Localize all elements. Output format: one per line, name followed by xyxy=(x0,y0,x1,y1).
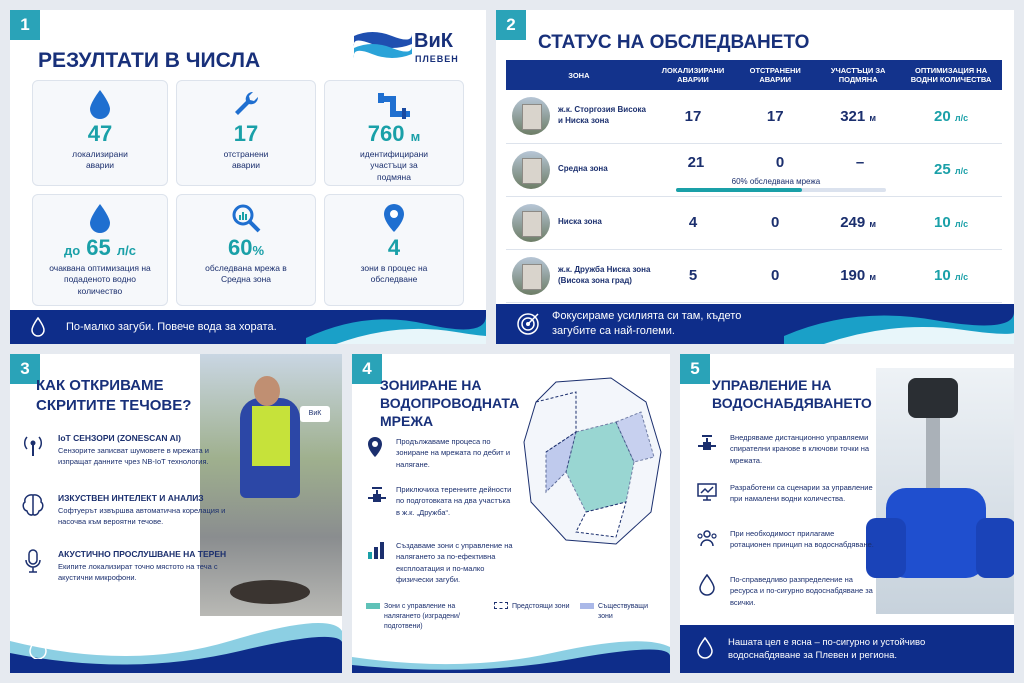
panel-title: КАК ОТКРИВАМЕ СКРИТИТЕ ТЕЧОВЕ? xyxy=(36,377,192,414)
water-drop-icon xyxy=(30,317,46,337)
bar-chart-icon xyxy=(366,540,386,560)
table-row: ж.к. Дружба Ниска зона (Висока зона град) 5 0 190 м 10 л/с xyxy=(506,249,1002,302)
legend-swatch-upcoming xyxy=(494,602,508,609)
stat-value: 4 xyxy=(387,235,401,260)
location-pin-icon xyxy=(366,436,384,458)
col-header: ЗОНА xyxy=(506,60,652,90)
water-drop-icon xyxy=(28,635,48,659)
zoning-item: Продължаваме процеса по зониране на мрежата по дебит и налягане. xyxy=(366,436,516,470)
valve-icon xyxy=(366,484,388,506)
management-item: По-справедливо разпределение на ресурса и по-сигурно водоснабдяване за всички. xyxy=(696,574,876,608)
legend-managed: Зони с управление на налягането (изградени/ подготвени) xyxy=(384,603,460,630)
brain-icon xyxy=(20,492,46,518)
col-header: ОПТИМИЗАЦИЯ НА ВОДНИ КОЛИЧЕСТВА xyxy=(900,60,1002,90)
water-drop-icon xyxy=(698,574,716,596)
method-item: IoT СЕНЗОРИ (ZONESCAN AI) Сензорите записват шумовете в мрежата и изпращат данните чрез NB-IoT технология. xyxy=(34,432,234,467)
method-item: ИЗКУСТВЕН ИНТЕЛЕКТ И АНАЛИЗ Софтуерът извършва автоматична корелация и насочва към вероятни течове. xyxy=(34,492,234,527)
stat-label: идентифицирани участъци за подмяна xyxy=(359,149,429,182)
pipe-icon xyxy=(376,89,412,119)
col-header: ЛОКАЛИЗИРАНИ АВАРИИ xyxy=(652,60,735,90)
location-pin-icon xyxy=(382,203,406,233)
panel-title: РЕЗУЛТАТИ В ЧИСЛА xyxy=(38,49,261,72)
panel-title: СТАТУС НА ОБСЛЕДВАНЕТО xyxy=(538,32,810,53)
stat-label: очаквана оптимизация на подаденото водно количество xyxy=(49,263,151,296)
water-drop-icon xyxy=(87,203,113,233)
col-header: УЧАСТЪЦИ ЗА ПОДМЯНА xyxy=(816,60,900,90)
stat-label: локализирани аварии xyxy=(72,149,128,171)
method-item: АКУСТИЧНО ПРОСЛУШВАНЕ НА ТЕРЕН Екипите локализират точно мястото на теча с акустични микрофони. xyxy=(34,548,234,583)
panel-footer xyxy=(496,304,1014,344)
stat-label: зони в процес на обследване xyxy=(360,263,428,285)
stat-value: 47 xyxy=(87,121,113,146)
management-item: При необходимост прилагаме ротационен принцип на водоснабдяване. xyxy=(696,528,876,551)
monitor-chart-icon xyxy=(696,482,718,502)
status-table xyxy=(506,60,1002,303)
stat-fixed xyxy=(176,80,316,186)
logo-main: ВиК xyxy=(414,30,453,52)
legend-existing: Съществуващи зони xyxy=(598,603,648,620)
stat-value: 760 м xyxy=(367,121,421,146)
panel-number: 2 xyxy=(496,10,526,40)
panel-status xyxy=(496,10,1014,344)
target-icon xyxy=(516,312,540,336)
zone-photo xyxy=(512,257,550,295)
footer-text: Фокусираме усилията си там, където загубите са най-големи. xyxy=(552,310,742,337)
management-item: Внедряваме дистанционно управляеми спирателни кранове в ключови точки на мрежата. xyxy=(696,432,876,466)
table-row: Средна зона 21 0 – 60% обследвана мрежа 25 л/с xyxy=(506,143,1002,196)
magnifier-chart-icon xyxy=(231,203,261,233)
zone-photo xyxy=(512,97,550,135)
wave-decoration xyxy=(306,310,486,344)
logo-sub: ПЛЕВЕН xyxy=(415,54,459,64)
progress-fill xyxy=(676,188,802,192)
panel-zoning xyxy=(352,354,670,673)
footer-text: По-малко загуби. Повече вода за хората. xyxy=(66,321,277,333)
stat-segments xyxy=(324,80,464,186)
company-logo xyxy=(352,24,464,70)
stat-value: 17 xyxy=(233,121,259,146)
zone-photo xyxy=(512,151,550,189)
progress-label: 60% обследвана мрежа xyxy=(731,176,821,186)
panel-detection xyxy=(10,354,342,673)
water-drop-icon xyxy=(87,89,113,119)
valve-photo xyxy=(876,368,1014,614)
zoning-item: Създаваме зони с управление на налягането за по-ефективна експлоатация и по-малко физически загуби. xyxy=(366,540,516,585)
stat-label: обследвана мрежа в Средна зона xyxy=(205,263,287,285)
zoning-item: Приключиха теренните дейности по подготовката на два участъка в ж.к. „Дружба“. xyxy=(366,484,516,518)
table-row: ж.к. Сторгозия Висока и Ниска зона 17 17 321 м 20 л/с xyxy=(506,90,1002,143)
panel-number: 5 xyxy=(680,354,710,384)
col-header: ОТСТРАНЕНИ АВАРИИ xyxy=(734,60,816,90)
legend-upcoming: Предстоящи зони xyxy=(512,603,570,610)
wave-decoration xyxy=(784,304,1014,344)
table-row: Ниска зона 4 0 249 м 10 л/с xyxy=(506,196,1002,249)
water-drop-icon xyxy=(696,637,714,659)
panel-results xyxy=(10,10,486,344)
panel-number: 3 xyxy=(10,354,40,384)
wrench-icon xyxy=(231,89,261,119)
people-icon xyxy=(696,528,718,548)
stat-label: отстранени аварии xyxy=(223,149,269,171)
panel-management xyxy=(680,354,1014,673)
stat-localized xyxy=(32,80,168,186)
legend-swatch-existing xyxy=(580,603,594,609)
panel-footer xyxy=(680,625,1014,673)
panel-title: УПРАВЛЕНИЕ НА ВОДОСНАБДЯВАНЕТО xyxy=(712,377,872,412)
panel-title: ЗОНИРАНЕ НА ВОДОПРОВОДНАТА МРЕЖА xyxy=(380,377,520,430)
panel-number: 1 xyxy=(10,10,40,40)
management-item: Разработени са сценарии за управление при намалени водни количества. xyxy=(696,482,876,505)
panel-number: 4 xyxy=(352,354,382,384)
wave-decoration xyxy=(352,633,670,673)
microphone-icon xyxy=(20,548,46,574)
stat-zones xyxy=(324,194,464,306)
stat-value: до 65 л/с xyxy=(63,235,137,260)
zone-photo xyxy=(512,204,550,242)
van-logo: ВиК xyxy=(300,406,330,422)
legend-swatch-managed xyxy=(366,603,380,609)
wave-decoration xyxy=(10,611,342,673)
footer-text: Нашата цел е ясна – по-сигурно и устойчиво водоснабдяване за Плевен и региона. xyxy=(728,636,926,661)
progress-bar xyxy=(676,188,886,192)
stat-value: 60% xyxy=(227,235,265,260)
sensor-antenna-icon xyxy=(20,432,46,458)
zoning-map xyxy=(516,372,666,552)
panel-footer xyxy=(10,310,486,344)
stat-network xyxy=(176,194,316,306)
valve-icon xyxy=(696,432,718,454)
stat-optimization xyxy=(32,194,168,306)
